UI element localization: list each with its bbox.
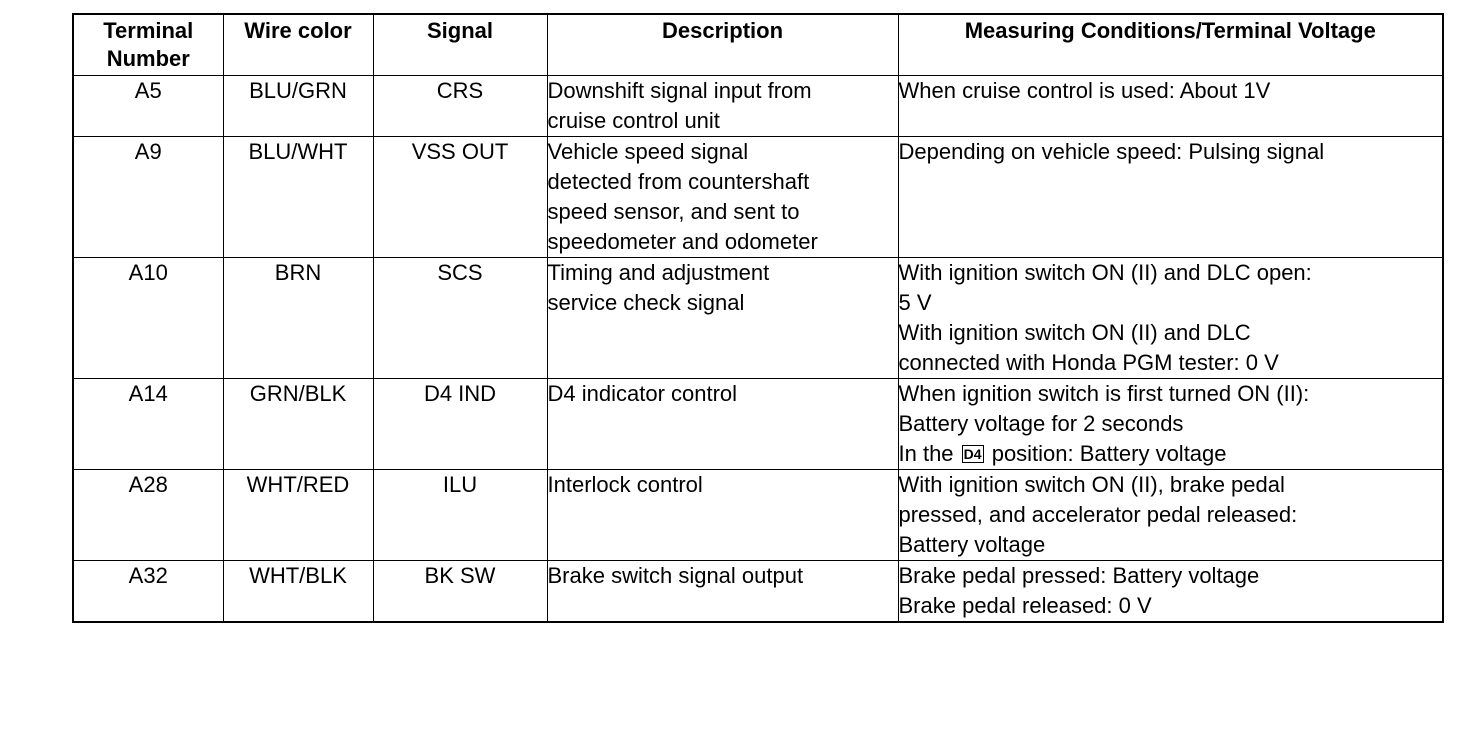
- header-description: Description: [547, 14, 898, 76]
- description-cell: Brake switch signal output: [547, 561, 898, 623]
- table-row: [73, 258, 1443, 379]
- description-cell: D4 indicator control: [547, 379, 898, 470]
- terminal-cell: A10: [73, 258, 223, 379]
- header-wire-color: Wire color: [223, 14, 373, 76]
- description-cell: Downshift signal input from cruise control unit: [547, 76, 898, 137]
- table-row: [73, 137, 1443, 258]
- d4-position-icon: D4: [963, 446, 982, 462]
- terminal-cell: A14: [73, 379, 223, 470]
- header-row: [73, 14, 1443, 76]
- description-cell: Timing and adjustment service check signal: [547, 258, 898, 379]
- measuring-cell: With ignition switch ON (II), brake pedal pressed, and accelerator pedal released: Battery voltage: [898, 470, 1443, 561]
- signal-cell: D4 IND: [373, 379, 547, 470]
- terminal-table: [72, 13, 1444, 623]
- signal-cell: SCS: [373, 258, 547, 379]
- description-cell: Interlock control: [547, 470, 898, 561]
- d4-position-line: In the D4 position: Battery voltage: [898, 441, 1227, 466]
- header-terminal-number: Terminal Number: [73, 14, 223, 76]
- wire-color-cell: BLU/WHT: [223, 137, 373, 258]
- wire-color-cell: BRN: [223, 258, 373, 379]
- terminal-cell: A5: [73, 76, 223, 137]
- measuring-cell: Brake pedal pressed: Battery voltage Brake pedal released: 0 V: [898, 561, 1443, 623]
- wire-color-cell: GRN/BLK: [223, 379, 373, 470]
- measuring-cell: With ignition switch ON (II) and DLC open: 5 V With ignition switch ON (II) and DLC connected with Honda PGM tester: 0 V: [898, 258, 1443, 379]
- table-row: [73, 470, 1443, 561]
- signal-cell: BK SW: [373, 561, 547, 623]
- wire-color-cell: WHT/BLK: [223, 561, 373, 623]
- signal-cell: VSS OUT: [373, 137, 547, 258]
- table-row: [73, 561, 1443, 623]
- table-row: [73, 379, 1443, 470]
- terminal-cell: A9: [73, 137, 223, 258]
- wire-color-cell: BLU/GRN: [223, 76, 373, 137]
- measuring-cell: When ignition switch is first turned ON (II): Battery voltage for 2 seconds In the D4 position: Battery voltage: [898, 379, 1443, 470]
- terminal-cell: A32: [73, 561, 223, 623]
- signal-cell: ILU: [373, 470, 547, 561]
- header-measuring-conditions: Measuring Conditions/Terminal Voltage: [898, 14, 1443, 76]
- header-signal: Signal: [373, 14, 547, 76]
- signal-cell: CRS: [373, 76, 547, 137]
- measuring-cell: Depending on vehicle speed: Pulsing signal: [898, 137, 1443, 258]
- wire-color-cell: WHT/RED: [223, 470, 373, 561]
- measuring-cell: When cruise control is used: About 1V: [898, 76, 1443, 137]
- description-cell: Vehicle speed signal detected from countershaft speed sensor, and sent to speedometer and odometer: [547, 137, 898, 258]
- terminal-cell: A28: [73, 470, 223, 561]
- table-row: [73, 76, 1443, 137]
